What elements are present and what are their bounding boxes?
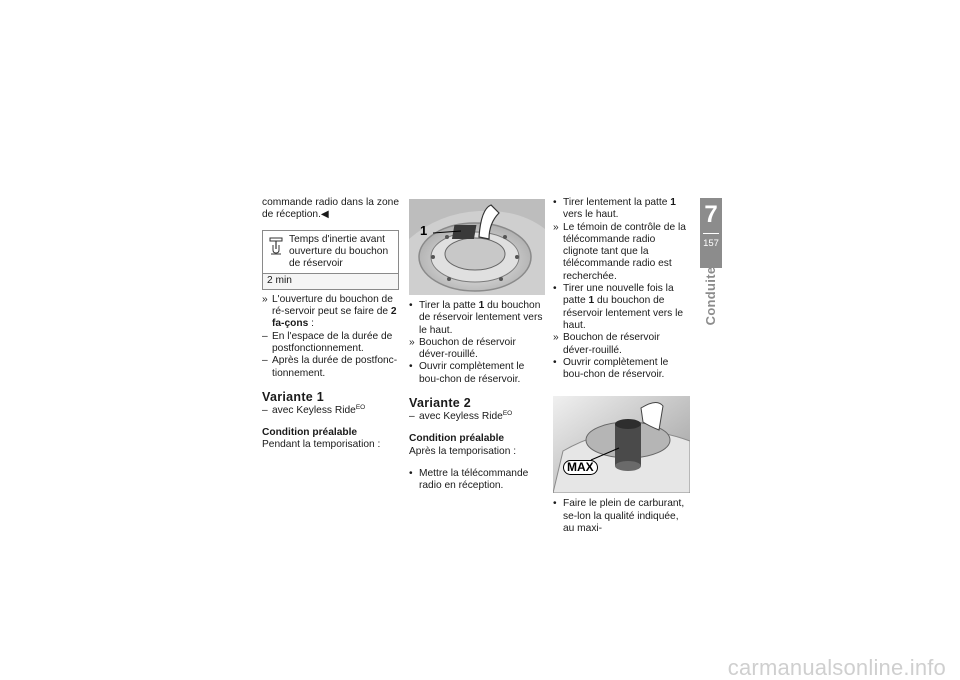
list-item: – avec Keyless Ride$^{EO}$ bbox=[262, 403, 366, 416]
column-3 bbox=[553, 197, 691, 535]
fuel-cap-timer-icon bbox=[269, 237, 283, 255]
section-label: Conduite bbox=[703, 266, 718, 326]
list-item: » L'ouverture du bouchon de ré-servoir peut se faire de 2 fa-çons : bbox=[262, 293, 397, 330]
note-value: 2 min bbox=[263, 274, 398, 288]
fuel-cap-photo bbox=[409, 199, 545, 295]
fuel-cap-illustration bbox=[409, 199, 545, 295]
list-item: » Le témoin de contrôle de la télécommande radio clignote tant que la télécommande radio est recherchée. bbox=[553, 221, 686, 282]
condition-text: Pendant la temporisation : bbox=[262, 439, 381, 451]
list-item: • Faire le plein de carburant, se-lon la qualité indiquée, au maxi- bbox=[553, 498, 685, 535]
fuel-filler-max-photo bbox=[553, 396, 690, 493]
precondition-heading: Condition préalable bbox=[409, 433, 505, 445]
callout-1: 1 bbox=[420, 223, 428, 238]
thumb-divider bbox=[703, 233, 719, 234]
variant-2-heading: Variante 2 bbox=[409, 396, 472, 411]
precondition-heading: Condition préalable bbox=[262, 427, 358, 439]
inertia-note-box bbox=[262, 230, 399, 290]
max-callout: MAX bbox=[563, 460, 598, 474]
list-item: • Tirer une nouvelle fois la patte 1 du bouchon de réservoir lentement vers le haut. bbox=[553, 283, 684, 331]
list-item: » Bouchon de réservoir déver-rouillé. bbox=[409, 336, 516, 361]
list-item: » Bouchon de réservoir déver-rouillé. bbox=[553, 332, 660, 356]
variant-1-heading: Variante 1 bbox=[262, 389, 325, 404]
chapter-number: 7 bbox=[704, 201, 718, 228]
fuel-filler-illustration bbox=[553, 396, 690, 493]
list-item: – En l'espace de la durée de postfonctionnement. bbox=[262, 330, 393, 354]
condition-text: Après la temporisation : bbox=[409, 445, 517, 457]
list-item: • Tirer la patte 1 du bouchon de réservoir lentement vers le haut. bbox=[409, 300, 543, 336]
list-item: – avec Keyless Ride$^{EO}$ bbox=[409, 410, 513, 423]
note-header bbox=[263, 231, 398, 275]
list-item: • Mettre la télécommande radio en réception. bbox=[409, 467, 529, 492]
list-item: – Après la durée de postfonc-tionnement. bbox=[262, 355, 398, 379]
intro-text: commande radio dans la zone de réception.◀ bbox=[262, 197, 399, 221]
end-mark-icon: ◀ bbox=[320, 209, 329, 221]
page-number: 157 bbox=[703, 238, 719, 249]
list-item: • Ouvrir complètement le bou-chon de réservoir. bbox=[553, 356, 669, 381]
list-item: • Tirer lentement la patte 1 vers le haut. bbox=[553, 197, 676, 221]
note-text: Temps d'inertie avant ouverture du bouchon de réservoir bbox=[289, 233, 389, 270]
watermark: carmanualsonline.info bbox=[727, 654, 946, 680]
column-1 bbox=[262, 197, 399, 452]
list-item: • Ouvrir complètement le bou-chon de réservoir. bbox=[409, 361, 525, 385]
column-2 bbox=[409, 199, 545, 493]
